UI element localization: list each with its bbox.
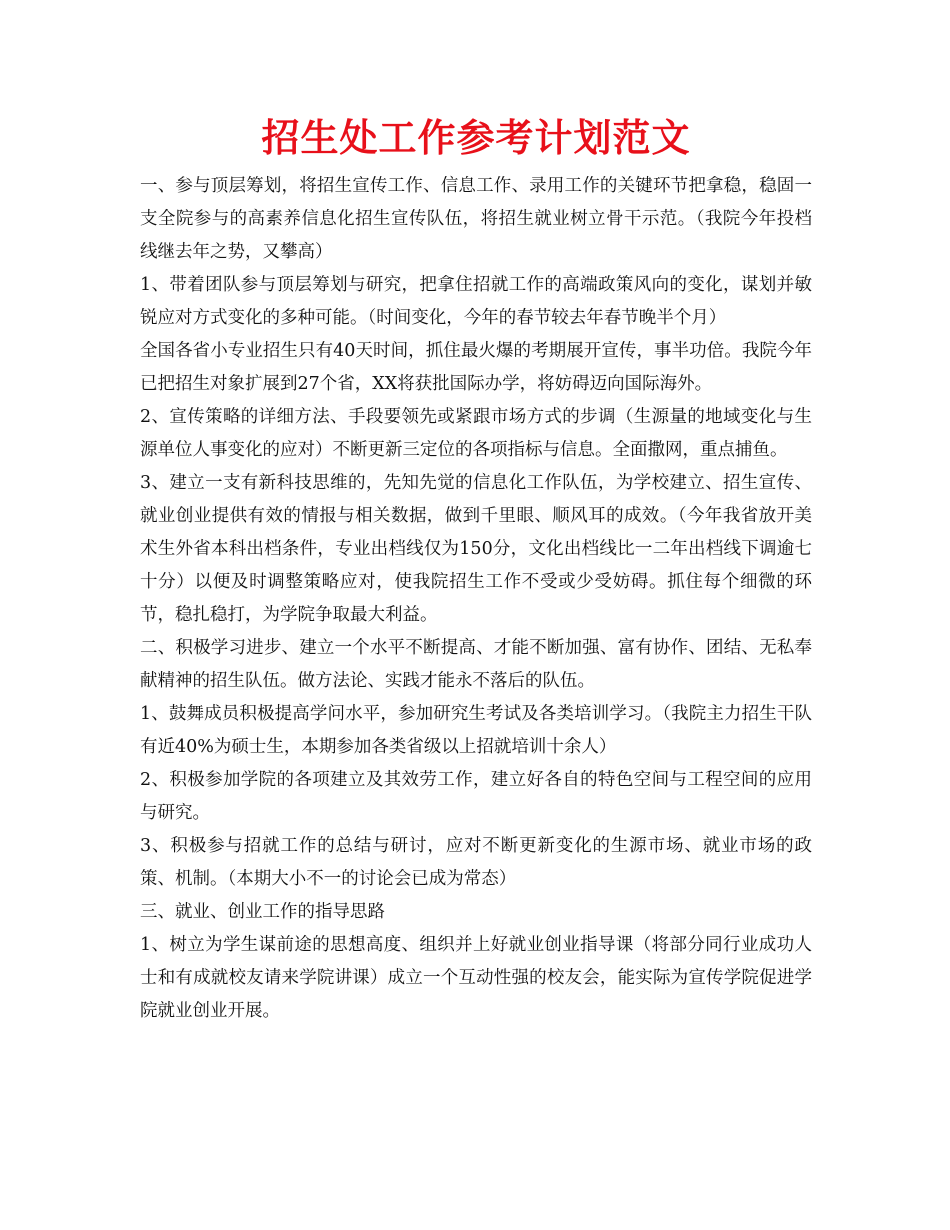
paragraph-5: 3、建立一支有新科技思维的，先知先觉的信息化工作队伍，为学校建立、招生宣传、就业创业提供有效的情报与相关数据，做到千里眼、顺风耳的成效。（今年我省放开美术生外省本科出档条件，专业出档线仅为150分，文化出档线比一二年出档线下调逾七十分）以便及时调整策略应对，使我院招生工作不受或少受妨碍。抓住每个细微的环节，稳扎稳打，为学院争取最大利益。: [140, 473, 812, 625]
document-body: [140, 170, 812, 1028]
document-title: 招生处工作参考计划范文: [261, 116, 691, 160]
paragraph-2: 1、带着团队参与顶层筹划与研究，把拿住招就工作的高端政策风向的变化，谋划并敏锐应对方式变化的多种可能。（时间变化，今年的春节较去年春节晚半个月）: [140, 275, 812, 328]
paragraph-11: 1、树立为学生谋前途的思想高度、组织并上好就业创业指导课（将部分同行业成功人士和有成就校友请来学院讲课）成立一个互动性强的校友会，能实际为宣传学院促进学院就业创业开展。: [140, 935, 812, 1021]
paragraph-4: 2、宣传策略的详细方法、手段要领先或紧跟市场方式的步调（生源量的地域变化与生源单位人事变化的应对）不断更新三定位的各项指标与信息。全面撒网，重点捕鱼。: [140, 407, 812, 460]
paragraph-1: 一、参与顶层筹划，将招生宣传工作、信息工作、录用工作的关键环节把拿稳，稳固一支全院参与的高素养信息化招生宣传队伍，将招生就业树立骨干示范。（我院今年投档线继去年之势，又攀高）: [140, 176, 812, 262]
paragraph-7: 1、鼓舞成员积极提高学问水平，参加研究生考试及各类培训学习。（我院主力招生干队有近40%为硕士生，本期参加各类省级以上招就培训十余人）: [140, 704, 812, 757]
paragraph-10: 三、就业、创业工作的指导思路: [140, 902, 385, 922]
paragraph-9: 3、积极参与招就工作的总结与研讨，应对不断更新变化的生源市场、就业市场的政策、机制。（本期大小不一的讨论会已成为常态）: [140, 836, 812, 889]
paragraph-6: 二、积极学习进步、建立一个水平不断提高、才能不断加强、富有协作、团结、无私奉献精神的招生队伍。做方法论、实践才能永不落后的队伍。: [140, 638, 812, 691]
paragraph-3: 全国各省小专业招生只有40天时间，抓住最火爆的考期展开宣传，事半功倍。我院今年已把招生对象扩展到27个省，XX将获批国际办学，将妨碍迈向国际海外。: [140, 341, 812, 394]
paragraph-8: 2、积极参加学院的各项建立及其效劳工作，建立好各自的特色空间与工程空间的应用与研究。: [140, 770, 812, 823]
